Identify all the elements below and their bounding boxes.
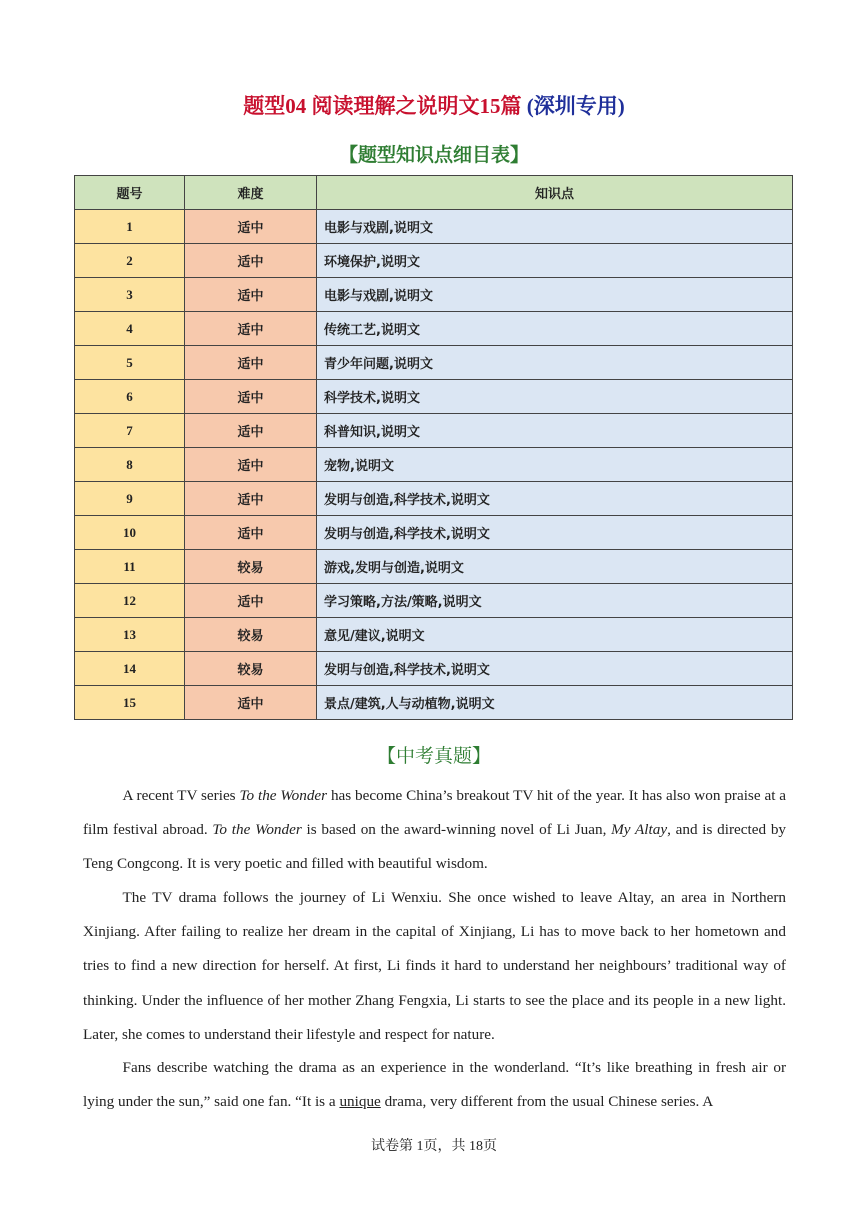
difficulty: 较易 [185,652,317,686]
column-header-number: 题号 [75,176,185,210]
difficulty: 较易 [185,550,317,584]
difficulty: 适中 [185,346,317,380]
question-number: 12 [75,584,185,618]
series-title: To the Wonder [239,787,328,804]
knowledge-point-table [74,175,793,720]
table-header-row [75,176,793,210]
table-row [75,244,793,278]
knowledge-point: 传统工艺,说明文 [317,312,793,346]
knowledge-point: 发明与创造,科学技术,说明文 [317,516,793,550]
passage-paragraph-1 [83,779,786,882]
difficulty: 适中 [185,482,317,516]
question-number: 9 [75,482,185,516]
table-row [75,550,793,584]
question-number: 4 [75,312,185,346]
table-heading: 【题型知识点细目表】 [338,144,529,166]
difficulty: 适中 [185,686,317,720]
column-header-difficulty: 难度 [185,176,317,210]
difficulty: 适中 [185,278,317,312]
question-number: 15 [75,686,185,720]
knowledge-point: 宠物,说明文 [317,448,793,482]
knowledge-point: 发明与创造,科学技术,说明文 [317,482,793,516]
paragraph-text: drama, very different from the usual Chinese series. A [380,1093,714,1111]
paragraph-text: Fans describe watching the drama as an experience in the wonderland. “It’s like breathing in fresh air or lying under the sun,” said one fan. “It is a [83,1059,786,1111]
page-footer: 试卷第 1页，共 18页 [371,1139,497,1154]
series-title: To the Wonder [212,821,302,839]
table-row [75,482,793,516]
difficulty: 适中 [185,448,317,482]
knowledge-point: 景点/建筑,人与动植物,说明文 [317,686,793,720]
table-row [75,618,793,652]
table-row [75,516,793,550]
knowledge-point: 科普知识,说明文 [317,414,793,448]
table-row [75,652,793,686]
document-title [0,90,868,120]
table-row [75,312,793,346]
knowledge-point: 科学技术,说明文 [317,380,793,414]
passage-paragraph-2: The TV drama follows the journey of Li Wenxiu. She once wished to leave Altay, an area in Northern Xinjiang. After failing to realize her dream in the capital of Xinjiang, Li has to move back to her hometown and tries to find a new direction for herself. At first, Li finds it hard to understand her neighbours’ traditional way of thinking. Under the influence of her mother Zhang Fengxia, Li starts to see the place and its people in a new light. Later, she comes to understand their lifestyle and respect for nature. [83,889,786,1043]
table-row [75,210,793,244]
difficulty: 适中 [185,244,317,278]
knowledge-point: 学习策略,方法/策略,说明文 [317,584,793,618]
paragraph-text: , and is directed by Teng Congcong. It is very poetic and filled with beautiful wisdom. [83,821,787,873]
column-header-knowledge-point: 知识点 [317,176,793,210]
section-heading: 【中考真题】 [376,745,491,767]
question-number: 6 [75,380,185,414]
table-row [75,584,793,618]
underlined-word: unique [339,1093,381,1111]
knowledge-point: 发明与创造,科学技术,说明文 [317,652,793,686]
question-number: 1 [75,210,185,244]
difficulty: 适中 [185,210,317,244]
knowledge-point: 青少年问题,说明文 [317,346,793,380]
question-number: 2 [75,244,185,278]
knowledge-point: 游戏,发明与创造,说明文 [317,550,793,584]
paragraph-text: has become China’s breakout TV hit of the year. It has also won praise at a film festival abroad. [83,787,787,839]
title-main: 题型04 阅读理解之说明文15篇 [243,94,522,118]
difficulty: 适中 [185,516,317,550]
question-number: 3 [75,278,185,312]
question-number: 11 [75,550,185,584]
knowledge-point: 电影与戏剧,说明文 [317,210,793,244]
question-number: 8 [75,448,185,482]
difficulty: 适中 [185,584,317,618]
table-row [75,448,793,482]
title-suffix: (深圳专用) [526,94,625,118]
difficulty: 适中 [185,380,317,414]
question-number: 14 [75,652,185,686]
paragraph-text: A recent TV series [122,787,240,804]
paragraph-text: is based on the award-winning novel of Li Juan, [301,821,612,839]
difficulty: 适中 [185,312,317,346]
difficulty: 较易 [185,618,317,652]
question-number: 13 [75,618,185,652]
novel-title: My Altay [611,821,668,839]
table-row [75,686,793,720]
question-number: 10 [75,516,185,550]
question-number: 5 [75,346,185,380]
table-row [75,278,793,312]
knowledge-point: 意见/建议,说明文 [317,618,793,652]
table-row [75,380,793,414]
difficulty: 适中 [185,414,317,448]
knowledge-point: 环境保护,说明文 [317,244,793,278]
question-number: 7 [75,414,185,448]
passage-paragraph-3 [83,1051,786,1119]
table-row [75,346,793,380]
knowledge-point: 电影与戏剧,说明文 [317,278,793,312]
table-row [75,414,793,448]
